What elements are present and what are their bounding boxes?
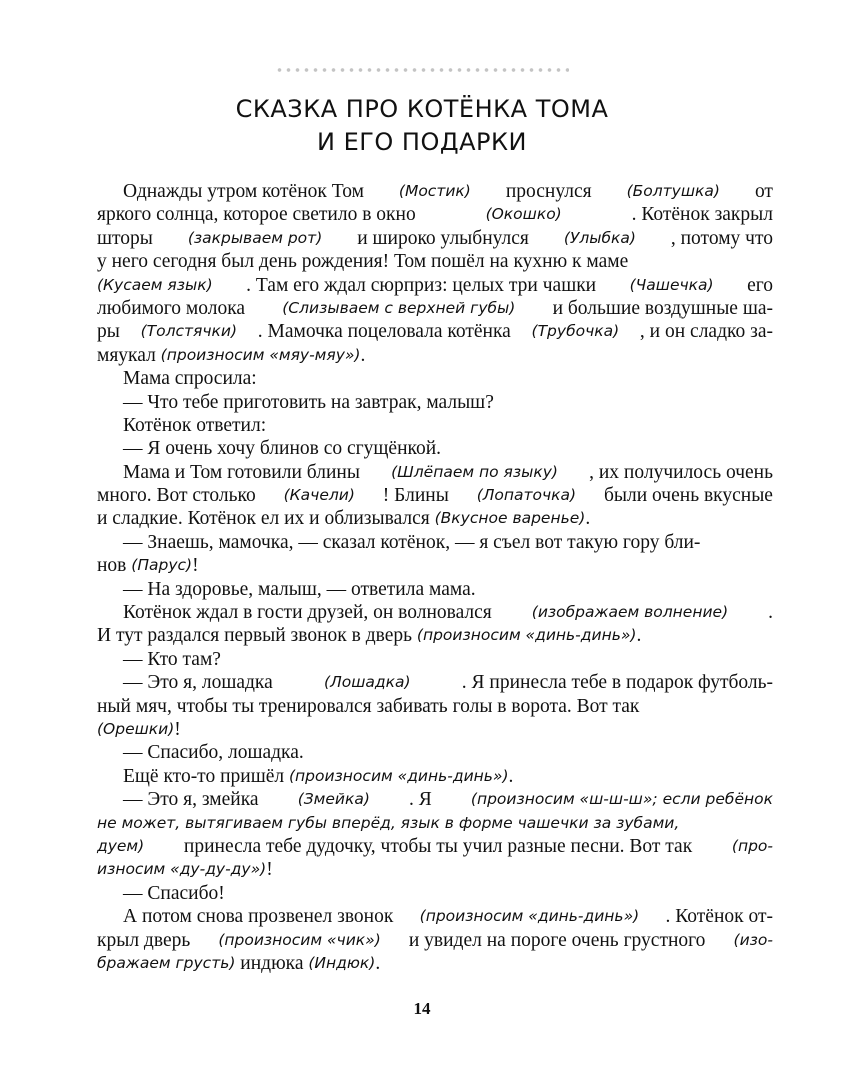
text-line (97, 203, 773, 226)
text-line (97, 344, 773, 367)
articulation-exercise-note: (Змейка) (297, 790, 370, 809)
story-text: принесла тебе дудочку, чтобы ты учил разные песни. Вот так (183, 835, 693, 857)
articulation-exercise-note: (Кусаем язык) (97, 275, 213, 294)
story-text: шторы (97, 227, 153, 249)
story-text: и увидел на пороге очень грустного (408, 929, 706, 951)
text-line (97, 320, 773, 343)
articulation-exercise-note: (Окошко) (485, 205, 562, 224)
text-line (97, 391, 773, 414)
story-text: его (747, 274, 773, 296)
text-line (97, 554, 773, 577)
text-line (97, 250, 773, 273)
text-line (97, 648, 773, 671)
decorative-dotted-divider (275, 67, 569, 73)
story-text: , и он сладко за- (639, 321, 773, 343)
story-text: и сладкие. Котёнок ел их и облизывался (97, 508, 430, 530)
story-text: и широко улыбнулся (357, 227, 529, 249)
articulation-exercise-note: (Индюк) (308, 953, 376, 972)
story-text: Котёнок ответил: (123, 414, 267, 436)
story-text: — Спасибо, лошадка. (123, 742, 304, 764)
articulation-exercise-note: бражаем грусть) (97, 953, 236, 972)
text-line (97, 718, 773, 741)
text-line (97, 578, 773, 601)
articulation-exercise-note: (изо- (733, 930, 773, 949)
story-text: индюка (240, 952, 304, 974)
text-line (97, 671, 773, 694)
articulation-exercise-note: (Чашечка) (629, 275, 714, 294)
story-text: А потом снова прозвенел звонок (123, 906, 394, 928)
story-text: . (375, 952, 381, 974)
articulation-exercise-note: (изображаем волнение) (531, 603, 729, 622)
story-text: — Спасибо! (123, 882, 225, 904)
text-line (97, 835, 773, 858)
story-text: . Я (409, 789, 432, 811)
articulation-exercise-note: (про- (731, 836, 773, 855)
story-text: — Что тебе приготовить на завтрак, малыш? (123, 391, 494, 413)
story-text: нов (97, 555, 127, 577)
story-text: И тут раздался первый звонок в дверь (97, 625, 413, 647)
articulation-exercise-note: дуем) (97, 836, 145, 855)
text-line (97, 601, 773, 624)
articulation-exercise-note: (Вкусное варенье) (434, 509, 586, 528)
story-text: ры (97, 321, 120, 343)
story-text: ! (174, 718, 181, 740)
articulation-exercise-note: (произносим «динь-динь») (288, 766, 509, 785)
story-text: — Это я, змейка (123, 789, 259, 811)
text-line (97, 274, 773, 297)
story-text: , потому что (670, 227, 773, 249)
articulation-exercise-note: (Болтушка) (626, 182, 720, 200)
story-text: . Я принесла тебе в подарок футболь- (461, 672, 773, 694)
text-line (97, 788, 773, 811)
story-text: мяукал (97, 344, 156, 366)
story-text: — Я очень хочу блинов со сгущёнкой. (123, 438, 442, 460)
story-text: . Мамочка поцеловала котёнка (257, 321, 511, 343)
text-line (97, 858, 773, 881)
articulation-exercise-note: износим «ду-ду-ду») (97, 860, 267, 879)
story-text: Однажды утром котёнок Том (123, 181, 364, 202)
articulation-exercise-note: (Трубочка) (531, 322, 620, 341)
articulation-exercise-note: (Мостик) (398, 182, 471, 200)
articulation-exercise-note: (произносим «чик») (218, 930, 381, 949)
text-line (97, 695, 773, 718)
text-line (97, 414, 773, 437)
text-line (97, 531, 773, 554)
story-text: — Кто там? (123, 648, 221, 670)
articulation-exercise-note: (Лошадка) (324, 673, 411, 692)
story-text: Ещё кто-то пришёл (123, 765, 285, 787)
story-text: Мама спросила: (123, 368, 257, 390)
story-text: Мама и Том готовили блины (123, 461, 360, 483)
story-body (97, 180, 773, 975)
story-text: , их получилось очень (589, 461, 773, 483)
articulation-exercise-note: (произносим «ш-ш-ш»; если ребёнок (470, 790, 773, 809)
text-line (97, 905, 773, 928)
story-title-line-1: СКАЗКА ПРО КОТЁНКА ТОМА (235, 95, 609, 123)
text-line (97, 180, 773, 203)
text-line (97, 227, 773, 250)
text-line (97, 437, 773, 460)
story-text: любимого молока (97, 297, 246, 319)
story-text: . Котёнок от- (665, 906, 773, 928)
story-text: . Там его ждал сюрприз: целых три чашки (246, 274, 597, 296)
story-text: . (508, 765, 514, 787)
text-line (97, 507, 773, 530)
story-text: . Котёнок закрыл (631, 204, 773, 226)
story-text: ный мяч, чтобы ты тренировался забивать голы в ворота. Вот так (97, 695, 640, 717)
page-number: 14 (413, 999, 431, 1018)
story-text: — На здоровье, малыш, — ответила мама. (123, 578, 476, 600)
story-text: — Знаешь, мамочка, — сказал котёнок, — я съел вот такую гору бли- (123, 531, 701, 553)
text-line (97, 297, 773, 320)
text-line (97, 882, 773, 905)
story-text: крыл дверь (97, 929, 191, 951)
text-line (97, 367, 773, 390)
story-text: были очень вкусные (603, 485, 773, 507)
story-text: яркого солнца, которое светило в окно (97, 204, 416, 226)
story-text: . (636, 625, 642, 647)
text-line (97, 624, 773, 647)
story-text: от (754, 181, 773, 202)
articulation-exercise-note: (Слизываем с верхней губы) (282, 298, 516, 317)
articulation-exercise-note: (Орешки) (97, 719, 175, 738)
articulation-exercise-note: не может, вытягиваем губы вперёд, язык в форме чашечки за зубами, (97, 813, 680, 832)
story-text: Котёнок ждал в гости друзей, он волновался (123, 602, 492, 624)
articulation-exercise-note: (закрываем рот) (187, 228, 323, 247)
text-line (97, 461, 773, 484)
story-title-line-2: И ЕГО ПОДАРКИ (317, 128, 527, 156)
story-text: . (585, 508, 591, 530)
story-text: проснулся (505, 181, 592, 202)
story-text: . (768, 602, 773, 624)
articulation-exercise-note: (Толстячки) (140, 322, 238, 341)
articulation-exercise-note: (произносим «динь-динь») (416, 626, 637, 645)
story-text: ! Блины (382, 485, 449, 507)
story-text: ! (192, 555, 199, 577)
text-line (97, 812, 773, 835)
text-line (97, 484, 773, 507)
text-line (97, 952, 773, 975)
articulation-exercise-note: (Улыбка) (563, 228, 636, 247)
articulation-exercise-note: (произносим «мяу-мяу») (160, 345, 361, 364)
text-line (97, 765, 773, 788)
story-text: и большие воздушные ша- (552, 297, 773, 319)
story-text: много. Вот столько (97, 485, 256, 507)
articulation-exercise-note: (Лопаточка) (476, 486, 577, 505)
text-line (97, 929, 773, 952)
text-line (97, 741, 773, 764)
articulation-exercise-note: (Парус) (131, 556, 193, 575)
story-text: . (360, 344, 366, 366)
story-text: у него сегодня был день рождения! Том пошёл на кухню к маме (97, 251, 629, 273)
articulation-exercise-note: (произносим «динь-динь») (419, 907, 640, 926)
articulation-exercise-note: (Шлёпаем по языку) (391, 462, 558, 481)
story-text: — Это я, лошадка (123, 672, 273, 694)
story-text: ! (266, 859, 273, 881)
articulation-exercise-note: (Качели) (283, 486, 355, 505)
